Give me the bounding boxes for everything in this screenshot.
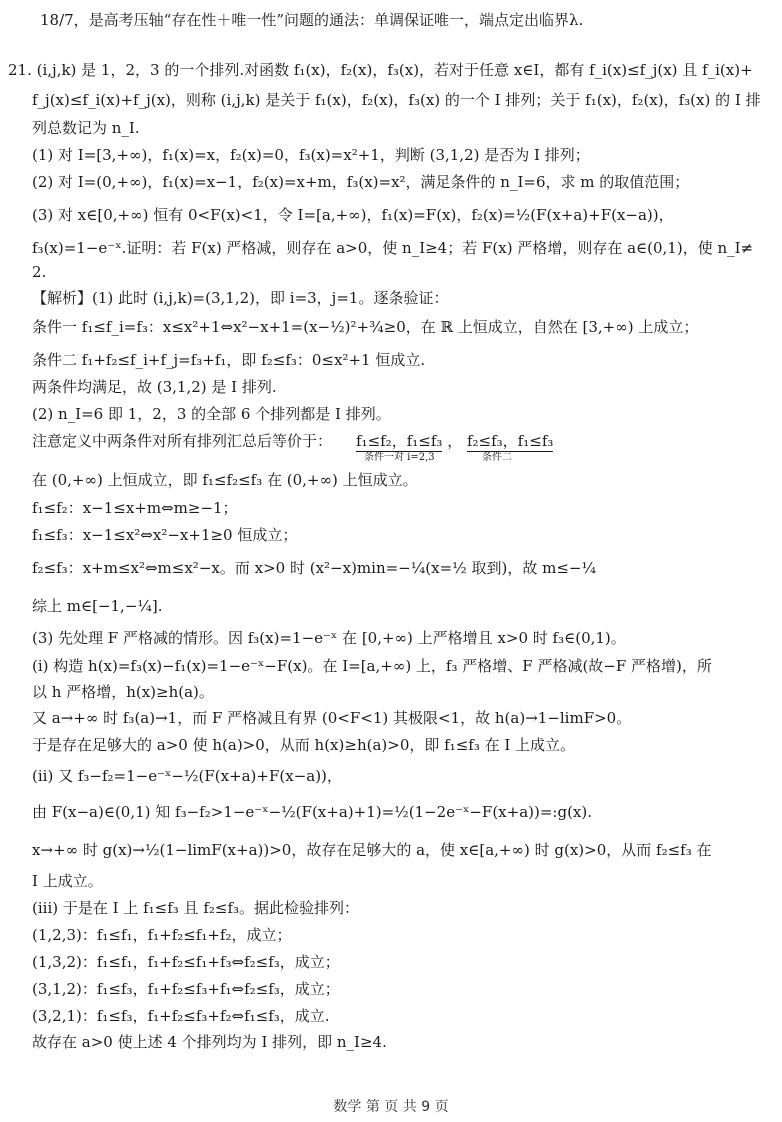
text-line-l32: (3,1,2)：f₁≤f₃，f₁+f₂≤f₃+f₁⇔f₂≤f₃，成立； <box>32 980 340 998</box>
text-line-l09: 【解析】(1) 此时 (i,j,k)=(3,1,2)，即 i=3，j=1。逐条验证： <box>32 289 449 307</box>
text-line-l33: (3,2,1)：f₁≤f₃，f₁+f₂≤f₃+f₂⇔f₁≤f₃，成立. <box>32 1007 330 1025</box>
text-line-l28: I 上成立。 <box>32 872 103 890</box>
brace-note-1: 条件一对 i=2,3 <box>364 452 435 463</box>
text-line-l24: 于是存在足够大的 a>0 使 h(a)>0，从而 h(x)≥h(a)>0，即 f₁≤f₃ 在 I 上成立。 <box>32 736 576 754</box>
text-line-l13: (2) n_I=6 即 1，2，3 的全部 6 个排列都是 I 排列。 <box>32 405 391 423</box>
text-line-l01: 21. (i,j,k) 是 1，2，3 的一个排列.对函数 f₁(x)，f₂(x)，f₃(x)，若对于任意 x∈I，都有 f_i(x)≤f_j(x) 且 f_i(x)+ <box>8 61 753 79</box>
text-line-l16: f₁≤f₂：x−1≤x+m⇔m≥−1； <box>32 499 238 517</box>
text-line-l08: 2. <box>32 263 47 281</box>
underbrace-line <box>356 431 770 452</box>
brace-group-2: f₂≤f₃，f₁≤f₃ <box>466 432 554 450</box>
page-footer: 数学 第 页 共 9 页 <box>333 1099 449 1115</box>
text-line-l25: (ii) 又 f₃−f₂=1−e⁻ˣ−½(F(x+a)+F(x−a))， <box>32 767 342 785</box>
text-line-l18: f₂≤f₃：x+m≤x²⇔m≤x²−x。而 x>0 时 (x²−x)min=−¼(x=½ 取到)，故 m≤−¼ <box>32 559 596 577</box>
text-line-l27: x→+∞ 时 g(x)→½(1−limF(x+a))>0，故存在足够大的 a，使 x∈[a,+∞) 时 g(x)>0，从而 f₂≤f₃ 在 <box>32 841 712 859</box>
text-line-l11: 条件二 f₁+f₂≤f_i+f_j=f₃+f₁，即 f₂≤f₃：0≤x²+1 恒成立. <box>32 351 426 369</box>
text-line-l26: 由 F(x−a)∈(0,1) 知 f₃−f₂>1−e⁻ˣ−½(F(x+a)+1)=½(1−2e⁻ˣ−F(x+a))=:g(x). <box>32 803 593 821</box>
text-line-l34: 故存在 a>0 使上述 4 个排列均为 I 排列，即 n_I≥4. <box>32 1033 387 1051</box>
text-line-l02: f_j(x)≤f_i(x)+f_j(x)，则称 (i,j,k) 是关于 f₁(x)，f₂(x)，f₃(x) 的一个 I 排列；关于 f₁(x)，f₂(x)，f₃(x) 的 I 排 <box>32 91 761 109</box>
text-line-l31: (1,3,2)：f₁≤f₁，f₁+f₂≤f₁+f₃⇔f₂≤f₃，成立； <box>32 953 340 971</box>
text-line-l03: 列总数记为 n_I. <box>32 119 140 137</box>
text-line-l17: f₁≤f₃：x−1≤x²⇔x²−x+1≥0 恒成立； <box>32 526 298 544</box>
text-line-l07: f₃(x)=1−e⁻ˣ.证明：若 F(x) 严格减，则存在 a>0，使 n_I≥4；若 F(x) 严格增，则存在 a∈(0,1)，使 n_I≠ <box>32 239 754 257</box>
text-line-l19: 综上 m∈[−1,−¼]. <box>32 597 163 615</box>
text-line-l21: (i) 构造 h(x)=f₃(x)−f₁(x)=1−e⁻ˣ−F(x)。在 I=[a,+∞) 上，f₃ 严格增、F 严格减(故−F 严格增)，所 <box>32 657 712 675</box>
text-line-l20: (3) 先处理 F 严格减的情形。因 f₃(x)=1−e⁻ˣ 在 [0,+∞) 上严格增且 x>0 时 f₃∈(0,1)。 <box>32 629 626 647</box>
text-line-l05: (2) 对 I=(0,+∞)，f₁(x)=x−1，f₂(x)=x+m，f₃(x)=x²，满足条件的 n_I=6，求 m 的取值范围； <box>32 173 690 191</box>
brace-note-2: 条件二 <box>482 452 512 463</box>
text-line-l00: 18/7，是高考压轴“存在性＋唯一性”问题的通法：单调保证唯一，端点定出临界λ. <box>40 11 584 29</box>
text-line-l23: 又 a→+∞ 时 f₃(a)→1，而 F 严格减且有界 (0<F<1) 其极限<1，故 h(a)→1−limF>0。 <box>32 709 632 727</box>
brace-separator: ， <box>447 432 463 450</box>
text-line-l12: 两条件均满足，故 (3,1,2) 是 I 排列. <box>32 378 277 396</box>
text-line-l14: 注意定义中两条件对所有排列汇总后等价于： <box>32 432 333 450</box>
text-line-l06: (3) 对 x∈[0,+∞) 恒有 0<F(x)<1，令 I=[a,+∞)，f₁(x)=F(x)，f₂(x)=½(F(x+a)+F(x−a))， <box>32 206 674 224</box>
brace-group-1: f₁≤f₂，f₁≤f₃ <box>356 432 443 450</box>
text-line-l10: 条件一 f₁≤f_i=f₃：x≤x²+1⇔x²−x+1=(x−½)²+¾≥0，在 ℝ 上恒成立，自然在 [3,+∞) 上成立； <box>32 318 699 336</box>
text-line-l30: (1,2,3)：f₁≤f₁，f₁+f₂≤f₁+f₂，成立； <box>32 926 292 944</box>
text-line-l22: 以 h 严格增，h(x)≥h(a)。 <box>32 683 214 701</box>
text-line-l29: (iii) 于是在 I 上 f₁≤f₃ 且 f₂≤f₃。据此检验排列： <box>32 899 360 917</box>
text-line-l04: (1) 对 I=[3,+∞)，f₁(x)=x，f₂(x)=0，f₃(x)=x²+1，判断 (3,1,2) 是否为 I 排列； <box>32 146 590 164</box>
text-line-l15: 在 (0,+∞) 上恒成立，即 f₁≤f₂≤f₃ 在 (0,+∞) 上恒成立。 <box>32 471 418 489</box>
